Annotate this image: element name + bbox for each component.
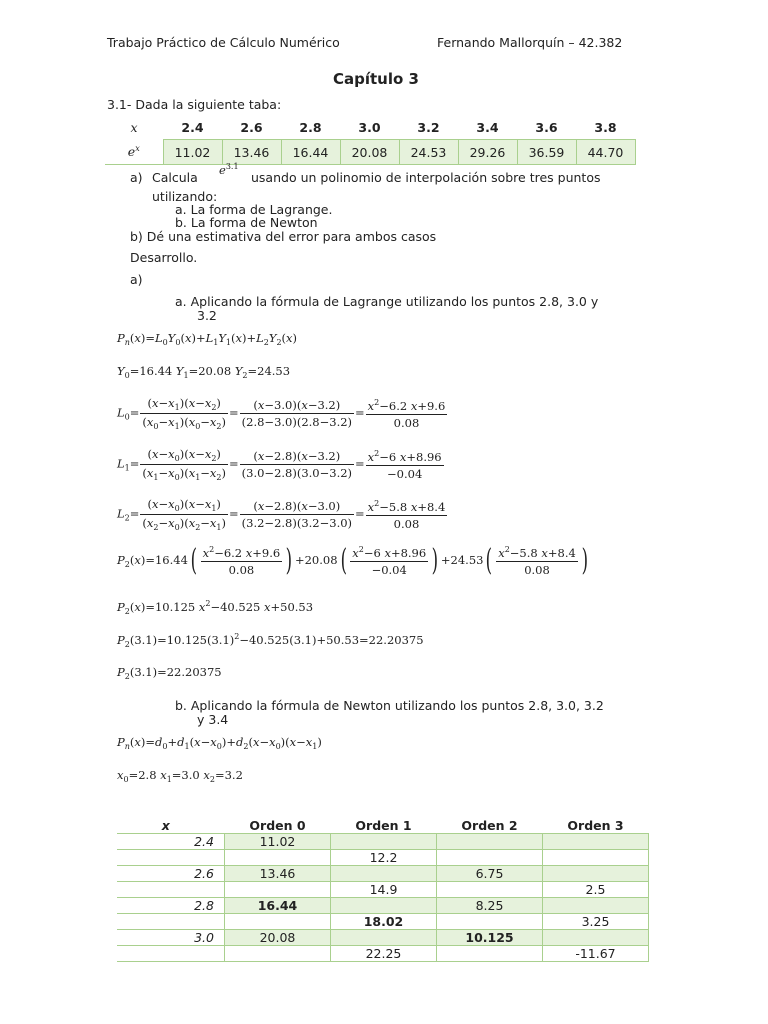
- sub-item-a: a. La forma de Lagrange.: [175, 202, 333, 217]
- x-value: [117, 850, 225, 866]
- orden-3-cell: 3.25: [543, 914, 649, 930]
- newton-intro-2: y 3.4: [197, 712, 229, 727]
- ex-row-label: $e^x$: [105, 140, 163, 165]
- x-cell: 3.8: [594, 119, 617, 135]
- orden-1-cell: [331, 834, 437, 850]
- header-left: Trabajo Práctico de Cálculo Numérico: [107, 35, 340, 50]
- desarrollo-heading: Desarrollo.: [130, 250, 198, 265]
- orden-3-cell: [543, 834, 649, 850]
- x-row: [105, 115, 635, 140]
- problem-intro: 3.1- Dada la siguiente taba:: [107, 97, 282, 112]
- divided-differences-table: [117, 818, 649, 962]
- orden-1-cell: 22.25: [331, 946, 437, 962]
- orden-3-cell: [543, 850, 649, 866]
- item-a-text1: Calcula: [152, 170, 198, 185]
- orden-3-cell: [543, 898, 649, 914]
- orden-0-cell: [225, 850, 331, 866]
- orden-2-cell: 6.75: [437, 866, 543, 882]
- x-points: $x_0=2.8$ $x_1=3.0$ $x_2=3.2$: [117, 768, 243, 784]
- header-right: Fernando Mallorquín – 42.382: [437, 35, 623, 50]
- table-row: [117, 946, 649, 962]
- orden-0-cell: [225, 882, 331, 898]
- table-row: [117, 914, 649, 930]
- header-x: x: [117, 818, 225, 834]
- ex-cell: 11.02: [163, 140, 222, 165]
- orden-0-cell: [225, 914, 331, 930]
- l0-formula: $L_0=$ $\frac{(x-x_1)(x-x_2)}{(x_0-x_1)(x_0-x_2)}$ = $\frac{(x-3.0)(x-3.2)}{(2.8-3.0)(2.8-3.2)}$ = $\frac{x^2-6.2 x+9.6}{0.08}$: [117, 396, 446, 431]
- orden-2-cell: [437, 834, 543, 850]
- x-cell: 3.0: [358, 119, 381, 135]
- x-cell: 2.6: [240, 119, 263, 135]
- ex-cell: 29.26: [458, 140, 517, 165]
- table-row: [117, 866, 649, 882]
- table-header-row: [117, 818, 649, 834]
- x-value: 2.4: [117, 834, 225, 850]
- header-orden-1: Orden 1: [331, 818, 437, 834]
- orden-3-cell: [543, 866, 649, 882]
- x-row-label: x: [130, 119, 138, 135]
- x-cell: 2.8: [299, 119, 322, 135]
- table-row: [117, 834, 649, 850]
- header-orden-2: Orden 2: [437, 818, 543, 834]
- orden-1-cell: [331, 898, 437, 914]
- orden-3-cell: -11.67: [543, 946, 649, 962]
- p2-result: $P_2(3.1)=22.20375$: [117, 665, 222, 681]
- orden-0-cell: 16.44: [225, 898, 331, 914]
- ex-row: [105, 140, 635, 165]
- item-a-text2: usando un polinomio de interpolación sobre tres puntos: [251, 170, 601, 185]
- p2-evaluation: $P_2(3.1)=10.125(3.1)^2-40.525(3.1)+50.53=22.20375$: [117, 632, 424, 649]
- l1-formula: $L_1=$ $\frac{(x-x_0)(x-x_2)}{(x_1-x_0)(x_1-x_2)}$ = $\frac{(x-2.8)(x-3.2)}{(3.0-2.8)(3.0-3.2)}$ = $\frac{x^2-6 x+8.96}{-0.04}$: [117, 447, 442, 482]
- x-value: 2.8: [117, 898, 225, 914]
- orden-3-cell: 2.5: [543, 882, 649, 898]
- x-value: [117, 882, 225, 898]
- x-cell: 3.2: [417, 119, 440, 135]
- table-row: [117, 930, 649, 946]
- orden-2-cell: [437, 882, 543, 898]
- x-value: [117, 914, 225, 930]
- x-value: 3.0: [117, 930, 225, 946]
- values-table: [105, 115, 636, 165]
- header-orden-3: Orden 3: [543, 818, 649, 834]
- orden-2-cell: [437, 946, 543, 962]
- newton-general-formula: $P_n(x)=d_0+d_1(x-x_0)+d_2(x-x_0)(x-x_1)$: [117, 735, 322, 751]
- item-a-label: a): [130, 170, 143, 185]
- x-cell: 3.6: [535, 119, 558, 135]
- ex-cell: 24.53: [399, 140, 458, 165]
- ex-cell: 20.08: [340, 140, 399, 165]
- orden-0-cell: 11.02: [225, 834, 331, 850]
- x-value: [117, 946, 225, 962]
- orden-0-cell: 13.46: [225, 866, 331, 882]
- x-cell: 2.4: [181, 119, 204, 135]
- x-value: 2.6: [117, 866, 225, 882]
- answer-a-label: a): [130, 272, 143, 287]
- orden-2-cell: [437, 914, 543, 930]
- table-row: [117, 850, 649, 866]
- orden-1-cell: 14.9: [331, 882, 437, 898]
- item-b: b) Dé una estimativa del error para ambos casos: [130, 229, 437, 244]
- orden-1-cell: [331, 866, 437, 882]
- orden-3-cell: [543, 930, 649, 946]
- p2-expanded: $P_2(x)=16.44$( $\frac{x^2-6.2 x+9.6}{0.08}$ ) +20.08( $\frac{x^2-6 x+8.96}{-0.04}$ ) +24.53( $\frac{x^2-5.8 x+8.4}{0.08}$ ): [117, 543, 588, 578]
- orden-1-cell: 18.02: [331, 914, 437, 930]
- item-a-text3: utilizando:: [152, 189, 218, 204]
- y-values: $Y_0=16.44$ $Y_1=20.08$ $Y_2=24.53$: [117, 364, 291, 380]
- newton-intro-1: b. Aplicando la fórmula de Newton utilizando los puntos 2.8, 3.0, 3.2: [175, 698, 604, 713]
- orden-0-cell: [225, 946, 331, 962]
- x-cell: 3.4: [476, 119, 499, 135]
- orden-2-cell: 8.25: [437, 898, 543, 914]
- orden-2-cell: 10.125: [437, 930, 543, 946]
- ex-cell: 36.59: [517, 140, 576, 165]
- lagrange-intro-2: 3.2: [197, 308, 217, 323]
- sub-item-b: b. La forma de Newton: [175, 215, 318, 230]
- lagrange-intro-1: a. Aplicando la fórmula de Lagrange utilizando los puntos 2.8, 3.0 y: [175, 294, 599, 309]
- header-orden-0: Orden 0: [225, 818, 331, 834]
- page-title: Capítulo 3: [333, 70, 419, 88]
- orden-1-cell: [331, 930, 437, 946]
- l2-formula: $L_2=$ $\frac{(x-x_0)(x-x_1)}{(x_2-x_0)(x_2-x_1)}$ = $\frac{(x-2.8)(x-3.0)}{(3.2-2.8)(3.2-3.0)}$ = $\frac{x^2-5.8 x+8.4}{0.08}$: [117, 497, 446, 532]
- table-row: [117, 898, 649, 914]
- ex-cell: 44.70: [576, 140, 635, 165]
- ex-cell: 16.44: [281, 140, 340, 165]
- e31-expression: $e^{3.1}$: [219, 162, 239, 177]
- ex-cell: 13.46: [222, 140, 281, 165]
- orden-0-cell: 20.08: [225, 930, 331, 946]
- orden-1-cell: 12.2: [331, 850, 437, 866]
- lagrange-general-formula: $P_n(x)=L_0Y_0(x)+L_1Y_1(x)+L_2Y_2(x)$: [117, 331, 298, 347]
- p2-simplified: $P_2(x)=10.125$ $x^2-40.525$ x+50.53: [117, 599, 314, 616]
- table-row: [117, 882, 649, 898]
- orden-2-cell: [437, 850, 543, 866]
